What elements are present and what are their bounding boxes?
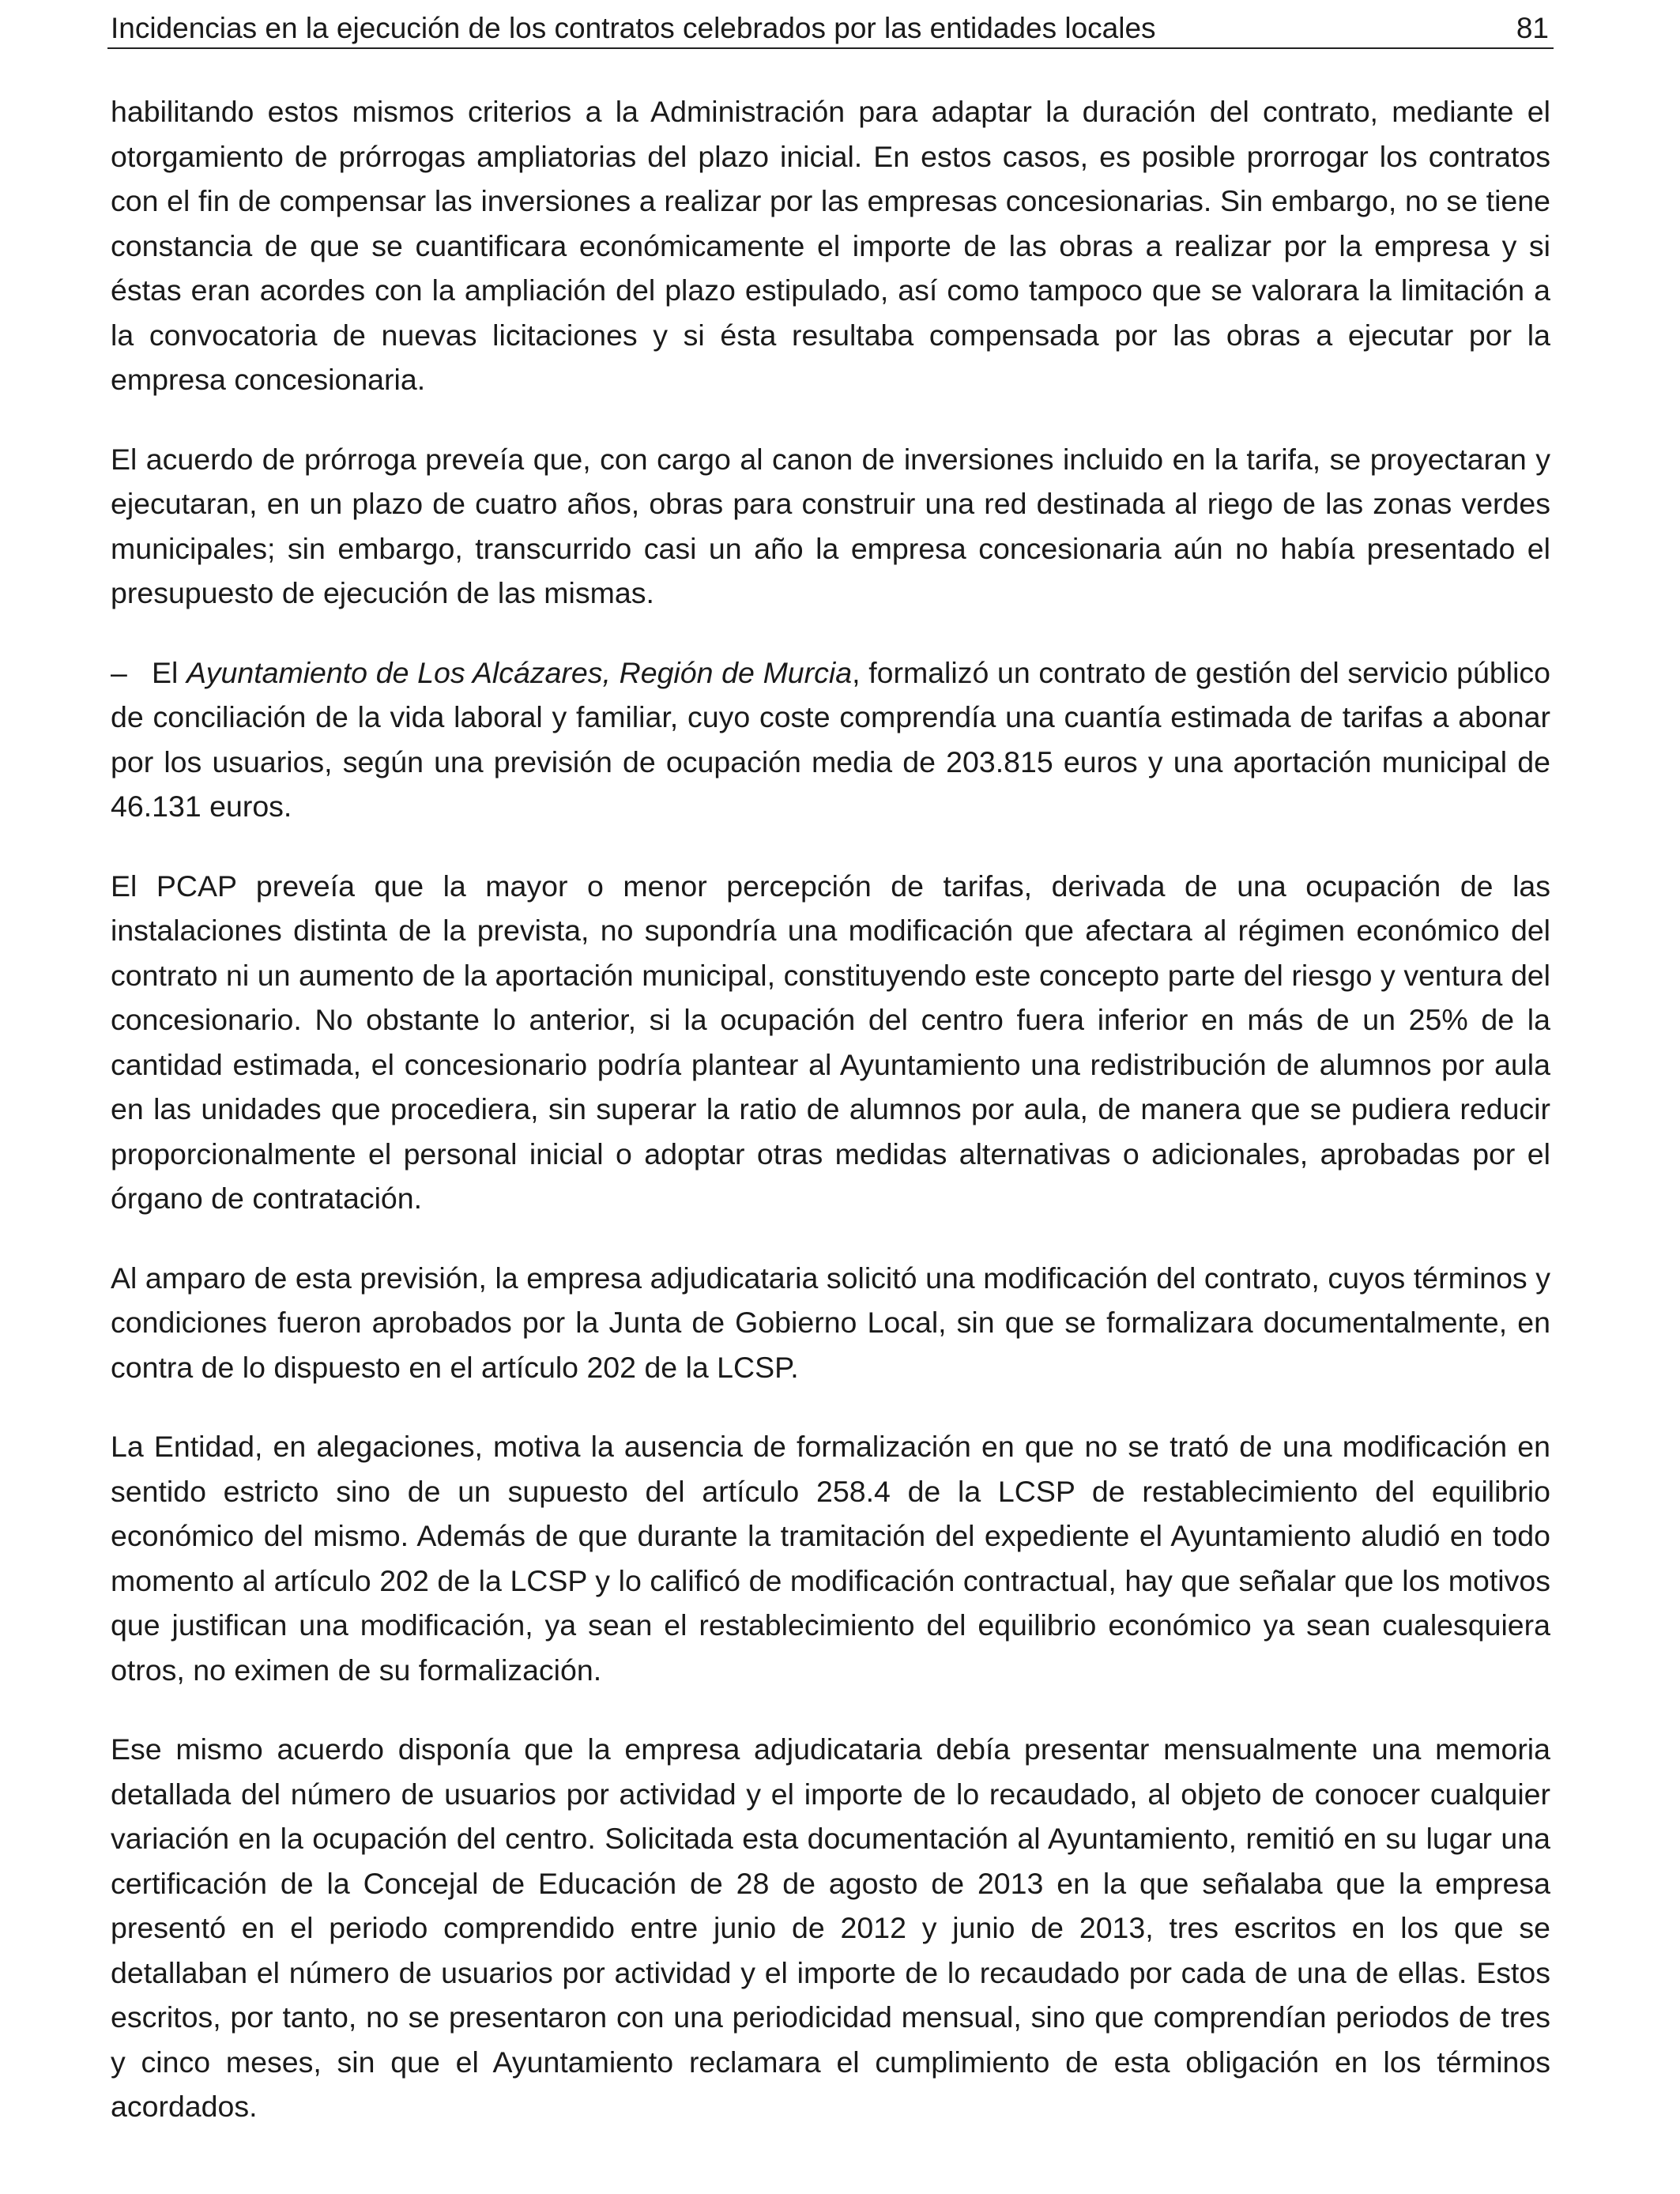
entity-name: Ayuntamiento de Los Alcázares, Región de Murcia xyxy=(186,655,853,689)
paragraph-4: El PCAP preveía que la mayor o menor percepción de tarifas, derivada de una ocupación de las instalaciones distinta de la prevista, no supondría una modificación que afectara al régimen económico del contrato ni un aumento de la aportación municipal, constituyendo este concepto parte del riesgo y ventura del concesionario. No obstante lo anterior, si la ocupación del centro fuera inferior en más de un 25% de la cantidad estimada, el concesionario podría plantear al Ayuntamiento una redistribución de alumnos por aula en las unidades que procediera, sin superar la ratio de alumnos por aula, de manera que se pudiera reducir proporcionalmente el personal inicial o adoptar otras medidas alternativas o adicionales, aprobadas por el órgano de contratación. xyxy=(111,869,1550,1215)
paragraph-2: El acuerdo de prórroga preveía que, con cargo al canon de inversiones incluido en la tarifa, se proyectaran y ejecutaran, en un plazo de cuatro años, obras para construir una red destinada al riego de las zonas verdes municipales; sin embargo, transcurrido casi un año la empresa concesionaria aún no había presentado el presupuesto de ejecución de las mismas. xyxy=(111,442,1550,609)
running-header xyxy=(107,11,1554,49)
paragraph-3-lead: El xyxy=(152,655,179,689)
paragraph-1: habilitando estos mismos criterios a la Administración para adaptar la duración del contrato, mediante el otorgamiento de prórrogas ampliatorias del plazo inicial. En estos casos, es posible prorrogar los contratos con el fin de compensar las inversiones a realizar por las empresas concesionarias. Sin embargo, no se tiene constancia de que se cuantificara económicamente el importe de las obras a realizar por la empresa y si éstas eran acordes con la ampliación del plazo estipulado, así como tampoco que se valorara la limitación a la convocatoria de nuevas licitaciones y si ésta resultaba compensada por las obras a ejecutar por la empresa concesionaria. xyxy=(111,95,1550,396)
paragraph-6: La Entidad, en alegaciones, motiva la ausencia de formalización en que no se trató de una modificación en sentido estricto sino de un supuesto del artículo 258.4 de la LCSP de restablecimiento del equilibrio económico del mismo. Además de que durante la tramitación del expediente el Ayuntamiento aludió en todo momento al artículo 202 de la LCSP y lo calificó de modificación contractual, hay que señalar que los motivos que justifican una modificación, ya sean el restablecimiento del equilibrio económico ya sean cualesquiera otros, no eximen de su formalización. xyxy=(111,1430,1550,1687)
list-dash: – xyxy=(111,655,127,689)
paragraph-7: Ese mismo acuerdo disponía que la empresa adjudicataria debía presentar mensualmente una memoria detallada del número de usuarios por actividad y el importe de lo recaudado, al objeto de conocer cualquier variación en la ocupación del centro. Solicitada esta documentación al Ayuntamiento, remitió en su lugar una certificación de la Concejal de Educación de 28 de agosto de 2013 en la que señalaba que la empresa presentó en el periodo comprendido entre junio de 2012 y junio de 2013, tres escritos en los que se detallaban el número de usuarios por actividad y el importe de lo recaudado por cada de una de ellas. Estos escritos, por tanto, no se presentaron con una periodicidad mensual, sino que comprendían periodos de tres y cinco meses, sin que el Ayuntamiento reclamara el cumplimiento de esta obligación en los términos acordados. xyxy=(111,1732,1550,2123)
body-text xyxy=(111,89,1550,2164)
page-number: 81 xyxy=(1516,12,1549,44)
paragraph-3-rest: , formalizó un contrato de gestión del servicio público de conciliación de la vida laboral y familiar, cuyo coste comprendía una cuantía estimada de tarifas a abonar por los usuarios, según una previsión de ocupación media de 203.815 euros y una aportación municipal de 46.131 euros. xyxy=(111,655,1551,823)
paragraph-5: Al amparo de esta previsión, la empresa adjudicataria solicitó una modificación del contrato, cuyos términos y condiciones fueron aprobados por la Junta de Gobierno Local, sin que se formalizara documentalmente, en contra de lo dispuesto en el artículo 202 de la LCSP. xyxy=(111,1261,1550,1384)
header-title: Incidencias en la ejecución de los contratos celebrados por las entidades locales xyxy=(111,12,1156,44)
paragraph-3-list-item xyxy=(111,650,1550,829)
